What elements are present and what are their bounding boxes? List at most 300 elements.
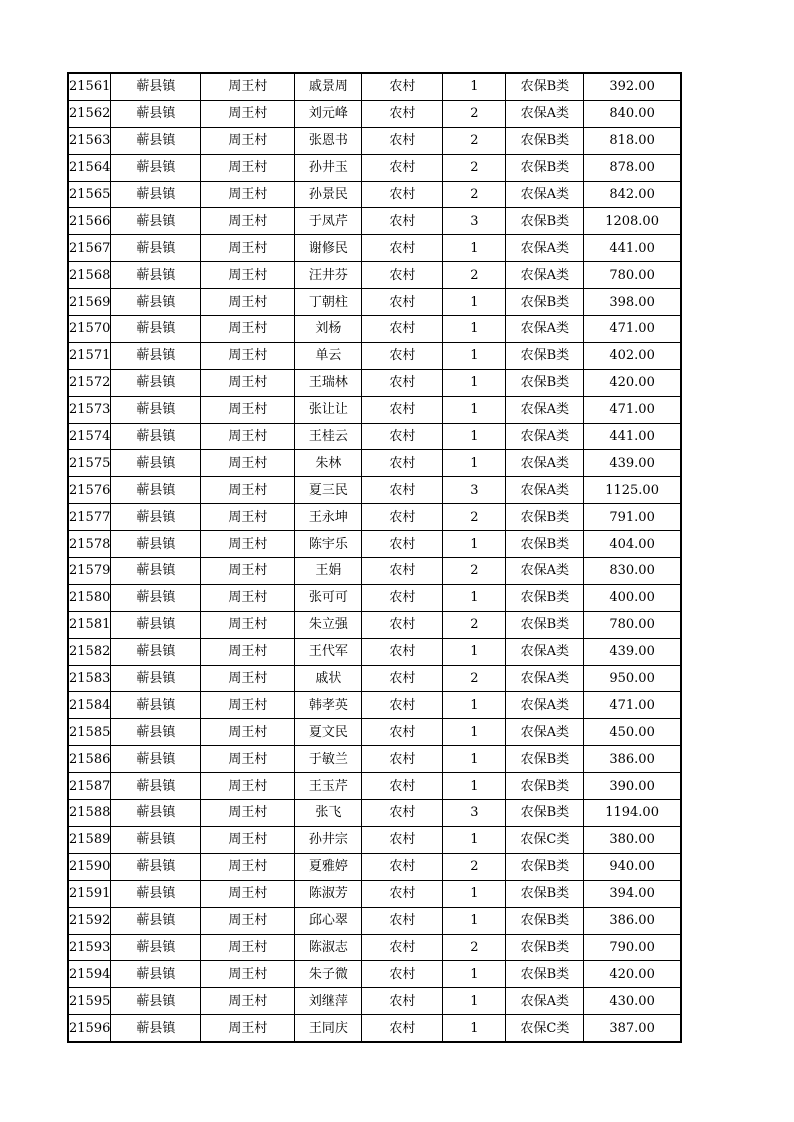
cell-name: 王永坤 (295, 504, 362, 531)
cell-category: 农保B类 (506, 154, 584, 181)
cell-name: 孙井玉 (295, 154, 362, 181)
table-row (68, 369, 681, 396)
cell-town: 蕲县镇 (111, 477, 201, 504)
cell-category: 农保B类 (506, 853, 584, 880)
cell-count: 1 (443, 961, 506, 988)
cell-category: 农保A类 (506, 638, 584, 665)
cell-town: 蕲县镇 (111, 342, 201, 369)
cell-village: 周王村 (201, 934, 295, 961)
cell-id: 21574 (68, 423, 111, 450)
cell-name: 于敏兰 (295, 746, 362, 773)
cell-id: 21575 (68, 450, 111, 477)
cell-category: 农保A类 (506, 100, 584, 127)
table-row (68, 289, 681, 316)
cell-name: 汪井芬 (295, 262, 362, 289)
data-table (67, 72, 682, 1043)
table-row (68, 773, 681, 800)
cell-count: 2 (443, 100, 506, 127)
cell-count: 2 (443, 665, 506, 692)
cell-name: 邱心翠 (295, 907, 362, 934)
cell-name: 王代军 (295, 638, 362, 665)
cell-town: 蕲县镇 (111, 127, 201, 154)
cell-name: 朱子微 (295, 961, 362, 988)
cell-count: 3 (443, 477, 506, 504)
cell-count: 3 (443, 800, 506, 827)
cell-type: 农村 (362, 504, 443, 531)
cell-amount: 392.00 (584, 73, 681, 100)
cell-amount: 790.00 (584, 934, 681, 961)
cell-category: 农保B类 (506, 584, 584, 611)
table-row (68, 665, 681, 692)
cell-id: 21570 (68, 316, 111, 343)
cell-village: 周王村 (201, 127, 295, 154)
cell-id: 21572 (68, 369, 111, 396)
table-row (68, 961, 681, 988)
cell-id: 21576 (68, 477, 111, 504)
cell-type: 农村 (362, 665, 443, 692)
cell-category: 农保A类 (506, 558, 584, 585)
cell-town: 蕲县镇 (111, 638, 201, 665)
cell-amount: 471.00 (584, 316, 681, 343)
table-row (68, 692, 681, 719)
table-row (68, 800, 681, 827)
cell-type: 农村 (362, 558, 443, 585)
cell-village: 周王村 (201, 208, 295, 235)
cell-amount: 398.00 (584, 289, 681, 316)
cell-count: 1 (443, 73, 506, 100)
cell-count: 2 (443, 558, 506, 585)
cell-name: 谢修民 (295, 235, 362, 262)
cell-town: 蕲县镇 (111, 961, 201, 988)
cell-town: 蕲县镇 (111, 369, 201, 396)
cell-amount: 420.00 (584, 961, 681, 988)
table-row (68, 853, 681, 880)
cell-id: 21580 (68, 584, 111, 611)
cell-amount: 1208.00 (584, 208, 681, 235)
cell-village: 周王村 (201, 773, 295, 800)
cell-id: 21582 (68, 638, 111, 665)
cell-name: 张可可 (295, 584, 362, 611)
cell-name: 夏雅婷 (295, 853, 362, 880)
table-row (68, 934, 681, 961)
cell-name: 刘继萍 (295, 988, 362, 1015)
cell-count: 2 (443, 181, 506, 208)
cell-type: 农村 (362, 826, 443, 853)
cell-village: 周王村 (201, 369, 295, 396)
cell-count: 2 (443, 504, 506, 531)
cell-count: 1 (443, 450, 506, 477)
cell-name: 朱立强 (295, 611, 362, 638)
cell-name: 张让让 (295, 396, 362, 423)
table-row (68, 584, 681, 611)
cell-town: 蕲县镇 (111, 316, 201, 343)
cell-type: 农村 (362, 262, 443, 289)
cell-id: 21566 (68, 208, 111, 235)
cell-category: 农保A类 (506, 316, 584, 343)
cell-village: 周王村 (201, 73, 295, 100)
cell-id: 21586 (68, 746, 111, 773)
cell-count: 1 (443, 826, 506, 853)
cell-amount: 441.00 (584, 423, 681, 450)
table-row (68, 127, 681, 154)
cell-type: 农村 (362, 181, 443, 208)
cell-village: 周王村 (201, 988, 295, 1015)
cell-id: 21584 (68, 692, 111, 719)
cell-category: 农保A类 (506, 181, 584, 208)
cell-village: 周王村 (201, 719, 295, 746)
cell-town: 蕲县镇 (111, 584, 201, 611)
cell-town: 蕲县镇 (111, 558, 201, 585)
cell-type: 农村 (362, 423, 443, 450)
cell-town: 蕲县镇 (111, 800, 201, 827)
cell-name: 孙景民 (295, 181, 362, 208)
cell-type: 农村 (362, 584, 443, 611)
cell-town: 蕲县镇 (111, 934, 201, 961)
cell-id: 21583 (68, 665, 111, 692)
cell-village: 周王村 (201, 477, 295, 504)
cell-category: 农保B类 (506, 746, 584, 773)
cell-town: 蕲县镇 (111, 611, 201, 638)
cell-village: 周王村 (201, 880, 295, 907)
cell-count: 1 (443, 531, 506, 558)
cell-type: 农村 (362, 773, 443, 800)
cell-name: 陈淑芳 (295, 880, 362, 907)
cell-amount: 791.00 (584, 504, 681, 531)
cell-type: 农村 (362, 235, 443, 262)
cell-category: 农保A类 (506, 665, 584, 692)
cell-name: 王玉芹 (295, 773, 362, 800)
cell-village: 周王村 (201, 531, 295, 558)
cell-id: 21578 (68, 531, 111, 558)
cell-count: 2 (443, 262, 506, 289)
cell-type: 农村 (362, 692, 443, 719)
cell-type: 农村 (362, 853, 443, 880)
cell-town: 蕲县镇 (111, 531, 201, 558)
cell-type: 农村 (362, 988, 443, 1015)
cell-category: 农保B类 (506, 907, 584, 934)
cell-type: 农村 (362, 316, 443, 343)
cell-category: 农保B类 (506, 289, 584, 316)
cell-category: 农保B类 (506, 961, 584, 988)
table-row (68, 342, 681, 369)
table-row (68, 638, 681, 665)
cell-town: 蕲县镇 (111, 423, 201, 450)
cell-village: 周王村 (201, 235, 295, 262)
cell-amount: 420.00 (584, 369, 681, 396)
cell-name: 戚状 (295, 665, 362, 692)
cell-type: 农村 (362, 396, 443, 423)
cell-village: 周王村 (201, 558, 295, 585)
table-row (68, 208, 681, 235)
cell-category: 农保A类 (506, 477, 584, 504)
cell-id: 21579 (68, 558, 111, 585)
cell-type: 农村 (362, 1015, 443, 1042)
cell-name: 孙井宗 (295, 826, 362, 853)
cell-id: 21593 (68, 934, 111, 961)
cell-village: 周王村 (201, 638, 295, 665)
cell-category: 农保B类 (506, 73, 584, 100)
cell-count: 1 (443, 1015, 506, 1042)
cell-name: 单云 (295, 342, 362, 369)
table-row (68, 396, 681, 423)
cell-id: 21577 (68, 504, 111, 531)
cell-village: 周王村 (201, 100, 295, 127)
cell-village: 周王村 (201, 262, 295, 289)
cell-town: 蕲县镇 (111, 826, 201, 853)
cell-type: 农村 (362, 880, 443, 907)
cell-category: 农保A类 (506, 235, 584, 262)
cell-count: 1 (443, 235, 506, 262)
cell-category: 农保B类 (506, 880, 584, 907)
cell-id: 21589 (68, 826, 111, 853)
cell-type: 农村 (362, 289, 443, 316)
cell-count: 2 (443, 154, 506, 181)
cell-name: 王桂云 (295, 423, 362, 450)
cell-count: 2 (443, 611, 506, 638)
cell-id: 21564 (68, 154, 111, 181)
cell-town: 蕲县镇 (111, 988, 201, 1015)
cell-type: 农村 (362, 208, 443, 235)
cell-count: 1 (443, 638, 506, 665)
cell-amount: 840.00 (584, 100, 681, 127)
cell-town: 蕲县镇 (111, 450, 201, 477)
cell-amount: 439.00 (584, 638, 681, 665)
cell-amount: 878.00 (584, 154, 681, 181)
cell-name: 王娟 (295, 558, 362, 585)
cell-type: 农村 (362, 154, 443, 181)
table-row (68, 988, 681, 1015)
cell-id: 21592 (68, 907, 111, 934)
cell-count: 1 (443, 342, 506, 369)
cell-type: 农村 (362, 100, 443, 127)
cell-type: 农村 (362, 531, 443, 558)
cell-town: 蕲县镇 (111, 719, 201, 746)
cell-amount: 386.00 (584, 907, 681, 934)
cell-name: 张恩书 (295, 127, 362, 154)
table-row (68, 450, 681, 477)
cell-name: 张飞 (295, 800, 362, 827)
cell-name: 刘元峰 (295, 100, 362, 127)
cell-town: 蕲县镇 (111, 100, 201, 127)
cell-village: 周王村 (201, 665, 295, 692)
cell-count: 1 (443, 396, 506, 423)
table-row (68, 73, 681, 100)
cell-town: 蕲县镇 (111, 396, 201, 423)
cell-amount: 387.00 (584, 1015, 681, 1042)
cell-village: 周王村 (201, 746, 295, 773)
table-row (68, 746, 681, 773)
cell-amount: 380.00 (584, 826, 681, 853)
cell-village: 周王村 (201, 584, 295, 611)
cell-category: 农保A类 (506, 719, 584, 746)
cell-count: 1 (443, 584, 506, 611)
cell-amount: 400.00 (584, 584, 681, 611)
cell-town: 蕲县镇 (111, 208, 201, 235)
cell-count: 1 (443, 988, 506, 1015)
cell-type: 农村 (362, 477, 443, 504)
cell-id: 21562 (68, 100, 111, 127)
table-row (68, 262, 681, 289)
cell-amount: 439.00 (584, 450, 681, 477)
cell-name: 陈淑志 (295, 934, 362, 961)
cell-name: 韩孝英 (295, 692, 362, 719)
cell-category: 农保B类 (506, 800, 584, 827)
cell-amount: 940.00 (584, 853, 681, 880)
cell-name: 刘杨 (295, 316, 362, 343)
cell-name: 陈宇乐 (295, 531, 362, 558)
cell-type: 农村 (362, 907, 443, 934)
cell-category: 农保B类 (506, 611, 584, 638)
cell-town: 蕲县镇 (111, 1015, 201, 1042)
cell-id: 21565 (68, 181, 111, 208)
cell-id: 21595 (68, 988, 111, 1015)
cell-town: 蕲县镇 (111, 262, 201, 289)
cell-village: 周王村 (201, 504, 295, 531)
cell-id: 21571 (68, 342, 111, 369)
cell-amount: 1194.00 (584, 800, 681, 827)
cell-amount: 390.00 (584, 773, 681, 800)
table-row (68, 235, 681, 262)
cell-count: 1 (443, 692, 506, 719)
cell-id: 21581 (68, 611, 111, 638)
cell-id: 21573 (68, 396, 111, 423)
cell-name: 王瑞林 (295, 369, 362, 396)
cell-name: 朱林 (295, 450, 362, 477)
cell-type: 农村 (362, 73, 443, 100)
cell-village: 周王村 (201, 289, 295, 316)
cell-village: 周王村 (201, 396, 295, 423)
cell-id: 21594 (68, 961, 111, 988)
table-body (68, 73, 681, 1042)
cell-category: 农保A类 (506, 396, 584, 423)
cell-name: 于凤芹 (295, 208, 362, 235)
cell-category: 农保A类 (506, 988, 584, 1015)
cell-town: 蕲县镇 (111, 73, 201, 100)
table-row (68, 316, 681, 343)
cell-id: 21563 (68, 127, 111, 154)
cell-category: 农保B类 (506, 934, 584, 961)
cell-type: 农村 (362, 961, 443, 988)
cell-type: 农村 (362, 719, 443, 746)
cell-category: 农保B类 (506, 504, 584, 531)
cell-village: 周王村 (201, 1015, 295, 1042)
cell-category: 农保A类 (506, 450, 584, 477)
cell-village: 周王村 (201, 181, 295, 208)
cell-town: 蕲县镇 (111, 181, 201, 208)
cell-town: 蕲县镇 (111, 907, 201, 934)
table-row (68, 719, 681, 746)
cell-id: 21561 (68, 73, 111, 100)
cell-type: 农村 (362, 450, 443, 477)
table-row (68, 100, 681, 127)
cell-count: 1 (443, 719, 506, 746)
table-row (68, 558, 681, 585)
table-row (68, 504, 681, 531)
cell-id: 21591 (68, 880, 111, 907)
cell-village: 周王村 (201, 611, 295, 638)
table-row (68, 1015, 681, 1042)
cell-category: 农保B类 (506, 773, 584, 800)
table-row (68, 880, 681, 907)
cell-village: 周王村 (201, 800, 295, 827)
cell-count: 2 (443, 853, 506, 880)
cell-type: 农村 (362, 638, 443, 665)
cell-type: 农村 (362, 369, 443, 396)
table-row (68, 154, 681, 181)
cell-type: 农村 (362, 934, 443, 961)
cell-amount: 394.00 (584, 880, 681, 907)
cell-amount: 450.00 (584, 719, 681, 746)
cell-count: 1 (443, 907, 506, 934)
cell-amount: 830.00 (584, 558, 681, 585)
cell-type: 农村 (362, 746, 443, 773)
cell-category: 农保B类 (506, 127, 584, 154)
cell-type: 农村 (362, 800, 443, 827)
cell-id: 21596 (68, 1015, 111, 1042)
cell-type: 农村 (362, 127, 443, 154)
data-table-container (67, 72, 682, 1043)
cell-amount: 818.00 (584, 127, 681, 154)
cell-village: 周王村 (201, 907, 295, 934)
cell-amount: 842.00 (584, 181, 681, 208)
cell-id: 21567 (68, 235, 111, 262)
cell-village: 周王村 (201, 342, 295, 369)
cell-name: 夏三民 (295, 477, 362, 504)
cell-category: 农保B类 (506, 531, 584, 558)
cell-amount: 1125.00 (584, 477, 681, 504)
cell-category: 农保C类 (506, 1015, 584, 1042)
cell-type: 农村 (362, 342, 443, 369)
cell-amount: 471.00 (584, 396, 681, 423)
cell-id: 21568 (68, 262, 111, 289)
cell-village: 周王村 (201, 853, 295, 880)
cell-count: 1 (443, 773, 506, 800)
cell-count: 1 (443, 423, 506, 450)
cell-village: 周王村 (201, 692, 295, 719)
cell-category: 农保A类 (506, 692, 584, 719)
cell-town: 蕲县镇 (111, 853, 201, 880)
table-row (68, 477, 681, 504)
cell-count: 1 (443, 369, 506, 396)
cell-town: 蕲县镇 (111, 692, 201, 719)
table-row (68, 907, 681, 934)
cell-town: 蕲县镇 (111, 665, 201, 692)
cell-village: 周王村 (201, 961, 295, 988)
cell-town: 蕲县镇 (111, 880, 201, 907)
cell-amount: 441.00 (584, 235, 681, 262)
cell-village: 周王村 (201, 154, 295, 181)
cell-count: 2 (443, 934, 506, 961)
cell-category: 农保A类 (506, 423, 584, 450)
cell-town: 蕲县镇 (111, 773, 201, 800)
cell-id: 21585 (68, 719, 111, 746)
cell-category: 农保A类 (506, 262, 584, 289)
cell-amount: 386.00 (584, 746, 681, 773)
cell-name: 王同庆 (295, 1015, 362, 1042)
cell-category: 农保C类 (506, 826, 584, 853)
cell-village: 周王村 (201, 316, 295, 343)
cell-village: 周王村 (201, 450, 295, 477)
cell-town: 蕲县镇 (111, 504, 201, 531)
cell-id: 21588 (68, 800, 111, 827)
cell-name: 丁朝柱 (295, 289, 362, 316)
cell-amount: 471.00 (584, 692, 681, 719)
table-row (68, 423, 681, 450)
cell-category: 农保B类 (506, 369, 584, 396)
cell-type: 农村 (362, 611, 443, 638)
cell-count: 2 (443, 127, 506, 154)
cell-category: 农保B类 (506, 208, 584, 235)
